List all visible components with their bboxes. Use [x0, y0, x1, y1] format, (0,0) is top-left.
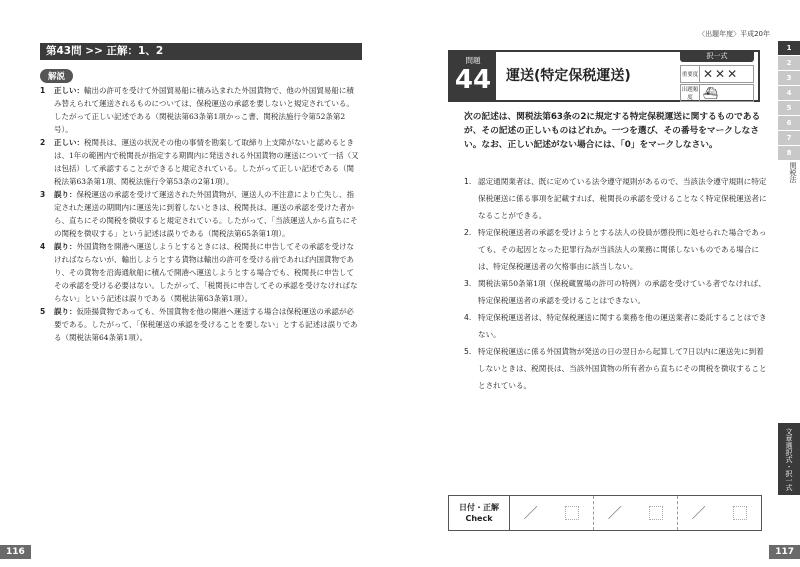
explanation-verdict: 誤り：	[54, 190, 77, 199]
check-slash: ／	[607, 506, 622, 522]
chapter-tab[interactable]: 5	[778, 101, 800, 115]
check-slash: ／	[691, 506, 706, 522]
explanation-body: 輸出の許可を受けて外国貿易船に積み込まれた外国貨物で、他の外国貿易船に積み替えられて運送されるものについては、保税運送の承認を要しないと規定されている。したがって正しい記述である（関税法第63条第1項かっこ書、関税法施行令第52条第2号）。	[54, 86, 354, 134]
question-answer-header: 第43問 >> 正解：1、2	[40, 43, 362, 60]
choice-text: 特定保税運送者の承認を受けようとする法人の役員が懲役刑に処せられた場合であっても、その起因となった犯罪行為が当該法人の業務に関係しないものである場合には、特定保税運送者の欠格事由に該当しない。	[478, 228, 767, 271]
check-cell[interactable]	[678, 496, 761, 530]
question-number: 44	[454, 65, 492, 95]
explanation-item	[40, 136, 360, 188]
chapter-tab-label: 関税法	[789, 162, 797, 183]
meta-label: 重要度	[681, 66, 700, 82]
meta-value: ⛴	[703, 86, 721, 100]
choice-text: 認定通関業者は、既に定めている法令遵守規則があるので、当該法令遵守規則に特定保税運送に係る事項を記載すれば、税関長の承認を受けることなく特定保税運送者になることができる。	[478, 177, 767, 220]
choice-item	[464, 224, 768, 275]
check-cell[interactable]	[594, 496, 678, 530]
check-label-date: 日付・正解	[459, 503, 499, 512]
choice-number: 2.	[464, 228, 472, 237]
chapter-tab[interactable]: 1	[778, 41, 800, 55]
choice-number: 5.	[464, 347, 472, 356]
chapter-tab[interactable]: 3	[778, 71, 800, 85]
meta-value: ✕✕✕	[703, 67, 740, 81]
chapter-tab[interactable]: 8	[778, 146, 800, 160]
chapter-tab[interactable]: 4	[778, 86, 800, 100]
explanation-body: 仮陸揚貨物であっても、外国貨物を他の開港へ運送する場合は保税運送の承認が必要である。したがって、「保税運送の承認を受けることを要しない」とする記述は誤りである（関税法第64条第1項）。	[54, 307, 358, 342]
check-cell[interactable]	[510, 496, 594, 530]
explanation-item	[40, 305, 360, 344]
explanation-number: 3	[40, 190, 46, 199]
question-badge-label: 問題	[465, 56, 481, 65]
explanation-verdict: 誤り：	[54, 307, 77, 316]
explanation-number: 4	[40, 242, 46, 251]
choice-text: 特定保税運送者は、特定保税運送に関する業務を他の運送業者に委託することはできない。	[478, 313, 767, 339]
side-category-label: 文章選択式・択一式	[778, 423, 800, 495]
choice-item	[464, 173, 768, 224]
explanation-text	[54, 240, 360, 305]
exam-year: 〈出題年度〉平成20年	[698, 30, 770, 38]
question-meta	[680, 65, 754, 103]
explanation-verdict: 正しい：	[54, 86, 84, 95]
page-number-left: 116	[0, 545, 31, 559]
choice-number: 3.	[464, 279, 472, 288]
check-slash: ／	[523, 506, 538, 522]
question-header-box	[448, 50, 760, 102]
explanation-list	[40, 84, 360, 344]
choice-text: 関税法第50条第1項（保税蔵置場の許可の特例）の承認を受けている者でなければ、特定保税運送者の承認を受けることはできない。	[478, 279, 766, 305]
choice-item	[464, 343, 768, 394]
chapter-tab[interactable]: 6	[778, 116, 800, 130]
question-title: 運送(特定保税運送)	[506, 68, 631, 84]
chapter-tab[interactable]: 7	[778, 131, 800, 145]
meta-label: 出題頻度	[681, 87, 699, 101]
question-stem: 次の記述は、関税法第63条の2に規定する特定保税運送に関するものであるが、その記述の正しいものはどれか。一つを選び、その番号をマークしなさい。なお、正しい記述がない場合には、「0」をマークしなさい。	[464, 112, 761, 150]
choice-item	[464, 309, 768, 343]
choice-number: 4.	[464, 313, 472, 322]
check-label	[449, 496, 510, 530]
check-label-check: Check	[465, 514, 493, 523]
question-type-badge: 択一式	[680, 51, 754, 62]
explanation-text	[54, 305, 360, 344]
meta-row	[680, 84, 754, 102]
check-mark-box	[649, 506, 663, 520]
meta-row	[680, 65, 754, 83]
explanation-text	[54, 136, 360, 188]
choice-number: 1.	[464, 177, 472, 186]
explanation-number: 5	[40, 307, 46, 316]
choice-text: 特定保税運送に係る外国貨物が発送の日の翌日から起算して7日以内に運送先に到着しないときは、税関長は、当該外国貨物の所有者から直ちにその関税を徴収することとされている。	[478, 347, 767, 390]
explanation-text	[54, 188, 360, 240]
page-number-right: 117	[769, 545, 800, 559]
chapter-tab[interactable]: 2	[778, 56, 800, 70]
explanation-body: 税関長は、運送の状況その他の事情を勘案して取締り上支障がないと認めるときは、1年の範囲内で税関長が指定する期間内に発送される外国貨物の運送について一括（又は包括）して承認することができると規定されている。したがって正しい記述である（関税法第63条第1項、関税法施行令第53条の2第1項）。	[54, 138, 359, 186]
chapter-tabs	[778, 41, 800, 161]
explanation-text	[54, 84, 360, 136]
check-mark-box	[733, 506, 747, 520]
choice-list	[464, 173, 768, 394]
check-mark-box	[565, 506, 579, 520]
explanation-verdict: 誤り：	[54, 242, 77, 251]
question-badge	[450, 52, 496, 100]
explanation-number: 1	[40, 86, 46, 95]
choice-item	[464, 275, 768, 309]
explanation-tag: 解説	[40, 69, 73, 83]
answer-check-box	[448, 495, 762, 531]
explanation-item	[40, 188, 360, 240]
explanation-body: 外国貨物を開港へ運送しようとするときには、税関長に申告してその承認を受けなければならないが、輸出しようとする貨物は輸出の許可を受ける前であれば内国貨物であり、その貨物を沿海通航船に積んで開港へ運送しようとする場合でも、税関長に申告してその承認を受ける必要はない。したがって、「税関長に申告してその承認を受けなければならない」という記述は誤りである（関税法第63条第1項）。	[54, 242, 358, 303]
explanation-body: 保税運送の承認を受けて運送された外国貨物が、運送人の不注意により亡失し、指定された運送の期間内に運送先に到着しないときは、税関長は、運送の承認を受けた者から、直ちにその関税を徴収すると規定されている。したがって、「当該運送人から直ちにその関税を徴収する」という記述は誤りである（関税法第65条第1項）。	[54, 190, 358, 238]
explanation-verdict: 正しい：	[54, 138, 84, 147]
explanation-item	[40, 84, 360, 136]
explanation-item	[40, 240, 360, 305]
explanation-number: 2	[40, 138, 46, 147]
